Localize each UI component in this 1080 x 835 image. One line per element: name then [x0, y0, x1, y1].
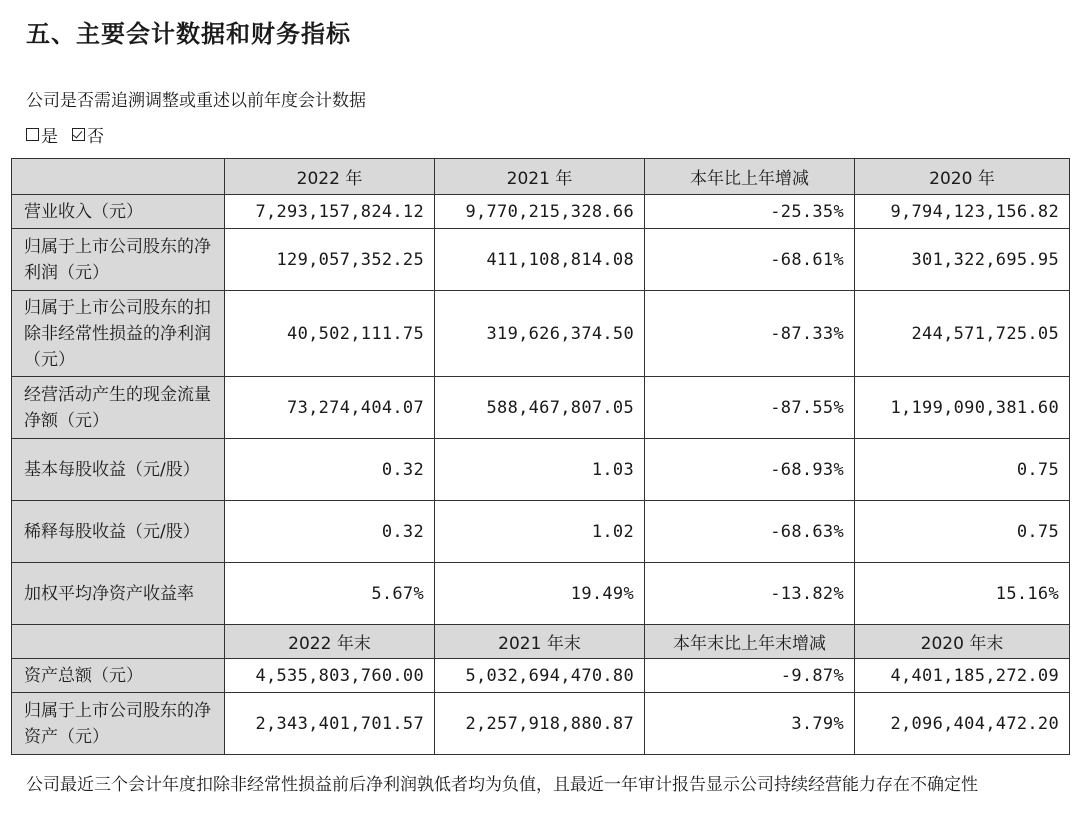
value-cell: 4,535,803,760.00: [225, 659, 435, 693]
header-cell: 本年比上年增减: [645, 159, 855, 195]
value-cell: 2,343,401,701.57: [225, 693, 435, 755]
header-cell: 2021 年末: [435, 625, 645, 659]
row-label: 加权平均净资产收益率: [12, 563, 225, 625]
value-cell: 0.75: [855, 439, 1070, 501]
header-cell: [12, 159, 225, 195]
option-no-label: 否: [87, 127, 104, 147]
header-cell: 本年末比上年末增减: [645, 625, 855, 659]
value-cell: 3.79%: [645, 693, 855, 755]
value-cell: -13.82%: [645, 563, 855, 625]
value-cell: 73,274,404.07: [225, 377, 435, 439]
header-cell: [12, 625, 225, 659]
table-header-row: [12, 625, 1070, 659]
header-cell: 2020 年: [855, 159, 1070, 195]
value-cell: 5,032,694,470.80: [435, 659, 645, 693]
value-cell: 7,293,157,824.12: [225, 195, 435, 229]
header-cell: 2022 年末: [225, 625, 435, 659]
value-cell: -68.93%: [645, 439, 855, 501]
table-row: [12, 501, 1070, 563]
going-concern-note: 公司最近三个会计年度扣除非经常性损益前后净利润孰低者均为负值，且最近一年审计报告显示公司持续经营能力存在不确定性: [26, 775, 978, 795]
option-yes[interactable]: [26, 122, 58, 147]
value-cell: 2,096,404,472.20: [855, 693, 1070, 755]
value-cell: 9,794,123,156.82: [855, 195, 1070, 229]
table-row: [12, 291, 1070, 377]
table-row: [12, 693, 1070, 755]
row-label: 资产总额（元）: [12, 659, 225, 693]
value-cell: 319,626,374.50: [435, 291, 645, 377]
value-cell: 1,199,090,381.60: [855, 377, 1070, 439]
row-label: 归属于上市公司股东的净资产（元）: [12, 693, 225, 755]
table-row: [12, 659, 1070, 693]
value-cell: -25.35%: [645, 195, 855, 229]
value-cell: 2,257,918,880.87: [435, 693, 645, 755]
table-header-row: [12, 159, 1070, 195]
row-label: 营业收入（元）: [12, 195, 225, 229]
value-cell: 588,467,807.05: [435, 377, 645, 439]
header-cell: 2020 年末: [855, 625, 1070, 659]
value-cell: -9.87%: [645, 659, 855, 693]
value-cell: 1.02: [435, 501, 645, 563]
table-row: [12, 563, 1070, 625]
row-label: 基本每股收益（元/股）: [12, 439, 225, 501]
option-yes-label: 是: [41, 127, 58, 147]
value-cell: 411,108,814.08: [435, 229, 645, 291]
table-row: [12, 229, 1070, 291]
value-cell: -68.61%: [645, 229, 855, 291]
financial-indicators-table: [11, 158, 1070, 755]
value-cell: 129,057,352.25: [225, 229, 435, 291]
value-cell: 40,502,111.75: [225, 291, 435, 377]
option-no[interactable]: [72, 122, 104, 147]
value-cell: 9,770,215,328.66: [435, 195, 645, 229]
value-cell: 0.32: [225, 439, 435, 501]
restatement-choices: [26, 122, 118, 147]
header-cell: 2022 年: [225, 159, 435, 195]
header-cell: 2021 年: [435, 159, 645, 195]
value-cell: -87.55%: [645, 377, 855, 439]
value-cell: 0.75: [855, 501, 1070, 563]
value-cell: 15.16%: [855, 563, 1070, 625]
value-cell: 4,401,185,272.09: [855, 659, 1070, 693]
row-label: 稀释每股收益（元/股）: [12, 501, 225, 563]
value-cell: -68.63%: [645, 501, 855, 563]
value-cell: 0.32: [225, 501, 435, 563]
checkbox-checked-icon[interactable]: [72, 128, 85, 141]
value-cell: 5.67%: [225, 563, 435, 625]
value-cell: 244,571,725.05: [855, 291, 1070, 377]
value-cell: 19.49%: [435, 563, 645, 625]
table-row: [12, 439, 1070, 501]
row-label: 归属于上市公司股东的扣除非经常性损益的净利润（元）: [12, 291, 225, 377]
restatement-question: 公司是否需追溯调整或重述以前年度会计数据: [26, 91, 366, 111]
table-row: [12, 377, 1070, 439]
row-label: 经营活动产生的现金流量净额（元）: [12, 377, 225, 439]
row-label: 归属于上市公司股东的净利润（元）: [12, 229, 225, 291]
checkbox-unchecked-icon[interactable]: [26, 128, 39, 141]
value-cell: -87.33%: [645, 291, 855, 377]
section-title: 五、主要会计数据和财务指标: [26, 20, 351, 48]
value-cell: 301,322,695.95: [855, 229, 1070, 291]
table-row: [12, 195, 1070, 229]
value-cell: 1.03: [435, 439, 645, 501]
